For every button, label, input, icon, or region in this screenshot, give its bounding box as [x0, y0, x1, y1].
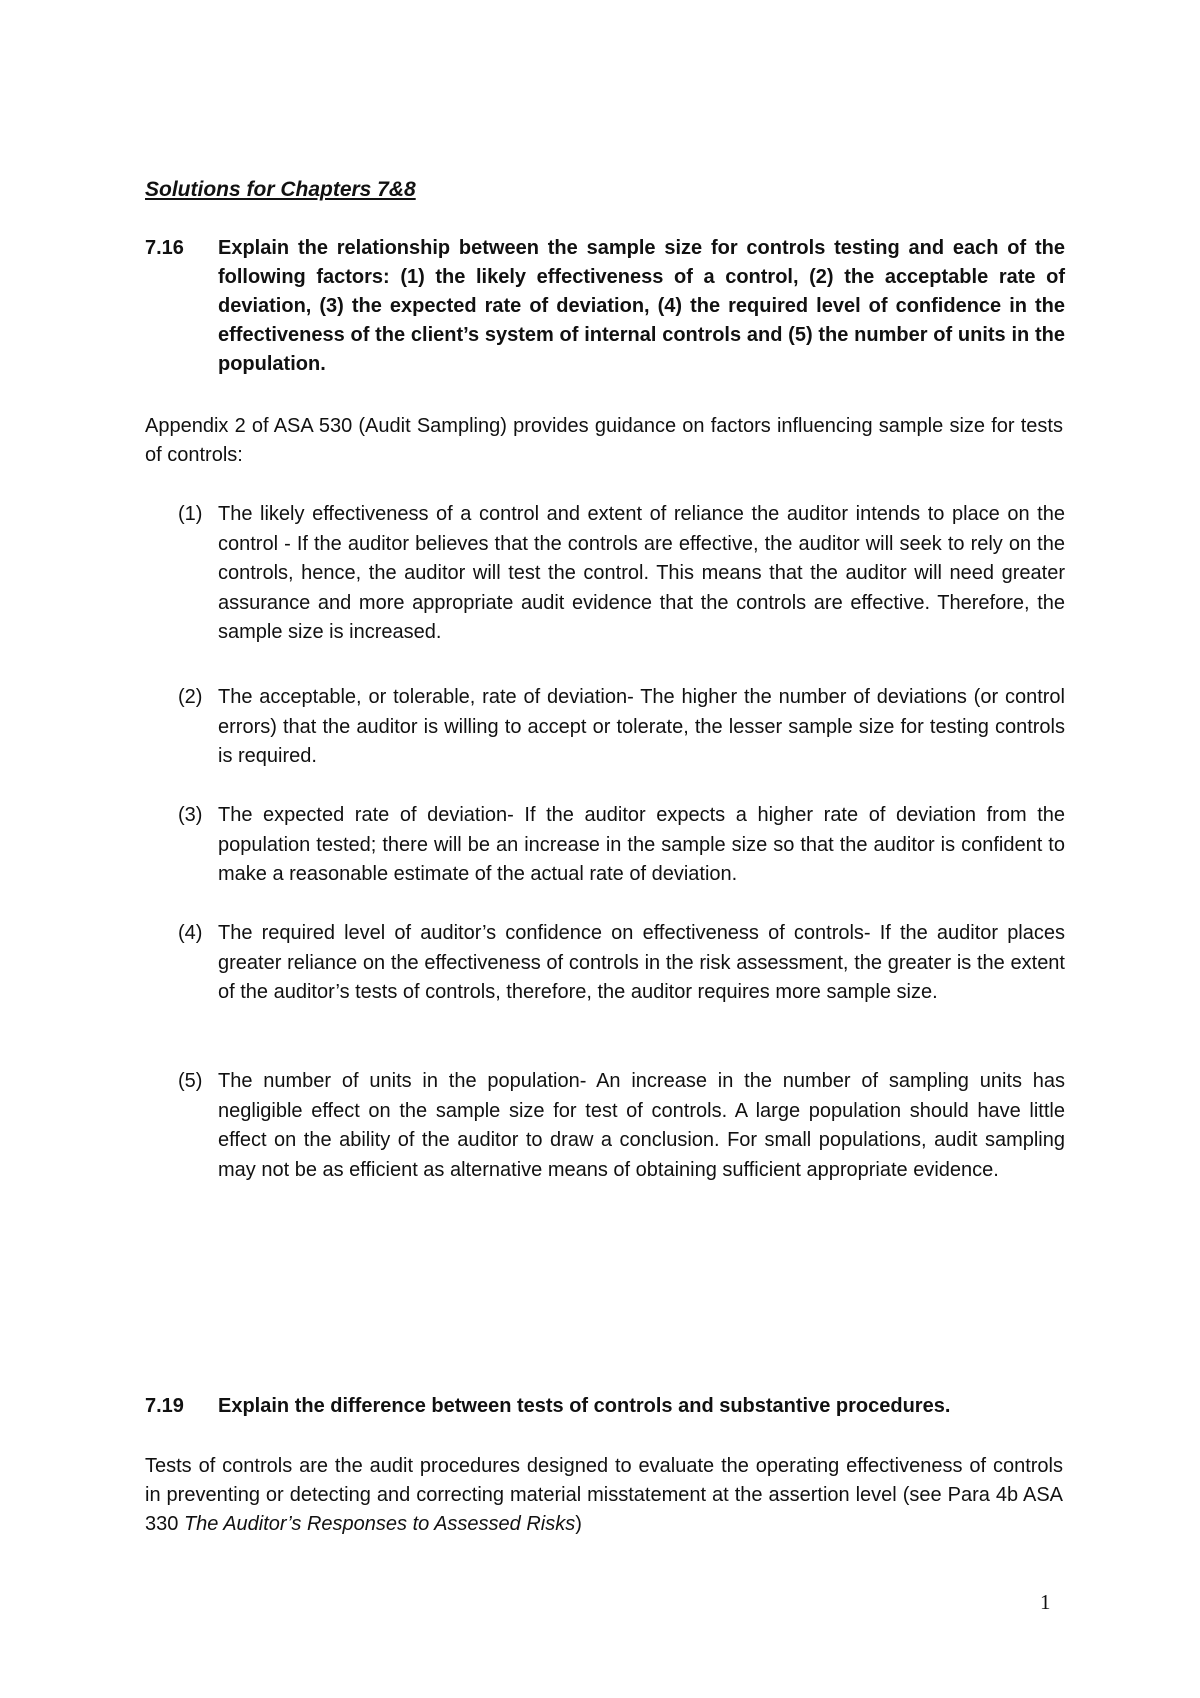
list-item-4 — [178, 919, 1065, 1008]
answer-close: ) — [575, 1513, 582, 1535]
list-item-number: (5) — [178, 1070, 203, 1092]
answer-intro: Appendix 2 of ASA 530 (Audit Sampling) provides guidance on factors influencing sample size for tests of controls: — [145, 415, 1063, 466]
list-item-5 — [178, 1067, 1065, 1185]
list-item-number: (1) — [178, 503, 203, 525]
list-item-number: (3) — [178, 804, 203, 826]
document-title: Solutions for Chapters 7&8 — [145, 178, 416, 201]
list-item-number: (4) — [178, 922, 203, 944]
list-item-text: The number of units in the population- An increase in the number of sampling units has negligible effect on the sample size for test of controls. A large population should have little effect on the ability of the auditor to draw a conclusion. For small populations, audit sampling may not be as efficient as alternative means of obtaining sufficient appropriate evidence. — [218, 1070, 1065, 1181]
list-item-text: The expected rate of deviation- If the auditor expects a higher rate of deviation from the population tested; there will be an increase in the sample size so that the auditor is confident to make a reasonable estimate of the actual rate of deviation. — [218, 804, 1065, 885]
question-number: 7.19 — [145, 1395, 184, 1417]
question-text: Explain the relationship between the sample size for controls testing and each of the following factors: (1) the likely effectiveness of a control, (2) the acceptable rate of deviation, (3) the expected rate of deviation, (4) the required level of confidence in the effectiveness of the client’s system of internal controls and (5) the number of units in the population. — [218, 237, 1065, 375]
list-item-2 — [178, 683, 1065, 772]
list-item-text: The likely effectiveness of a control and extent of reliance the auditor intends to place on the control - If the auditor believes that the controls are effective, the auditor will seek to rely on the controls, hence, the auditor will test the control. This means that the auditor will need greater assurance and more appropriate audit evidence that the controls are effective. Therefore, the sample size is increased. — [218, 503, 1065, 643]
list-item-1 — [178, 500, 1065, 648]
question-text: Explain the difference between tests of controls and substantive procedures. — [218, 1395, 951, 1417]
answer-paragraph — [145, 1452, 1063, 1539]
page-number: 1 — [1040, 1590, 1051, 1614]
list-item-number: (2) — [178, 686, 203, 708]
answer-lead: Tests of controls are the audit procedures designed to evaluate the operating effectiveness of controls in preventing or detecting and correcting material misstatement at the assertion level (see Para 4b ASA 330 — [145, 1455, 1063, 1535]
standard-reference: The Auditor’s Responses to Assessed Risks — [183, 1513, 576, 1535]
question-7-19 — [145, 1392, 1065, 1421]
list-item-text: The acceptable, or tolerable, rate of deviation- The higher the number of deviations (or control errors) that the auditor is willing to accept or tolerate, the lesser sample size for testing controls is required. — [218, 686, 1065, 767]
list-item-text: The required level of auditor’s confidence on effectiveness of controls- If the auditor places greater reliance on the effectiveness of controls in the risk assessment, the greater is the extent of the auditor’s tests of controls, therefore, the auditor requires more sample size. — [218, 922, 1065, 1003]
question-number: 7.16 — [145, 237, 184, 259]
question-7-16 — [145, 234, 1065, 379]
list-item-3 — [178, 801, 1065, 890]
